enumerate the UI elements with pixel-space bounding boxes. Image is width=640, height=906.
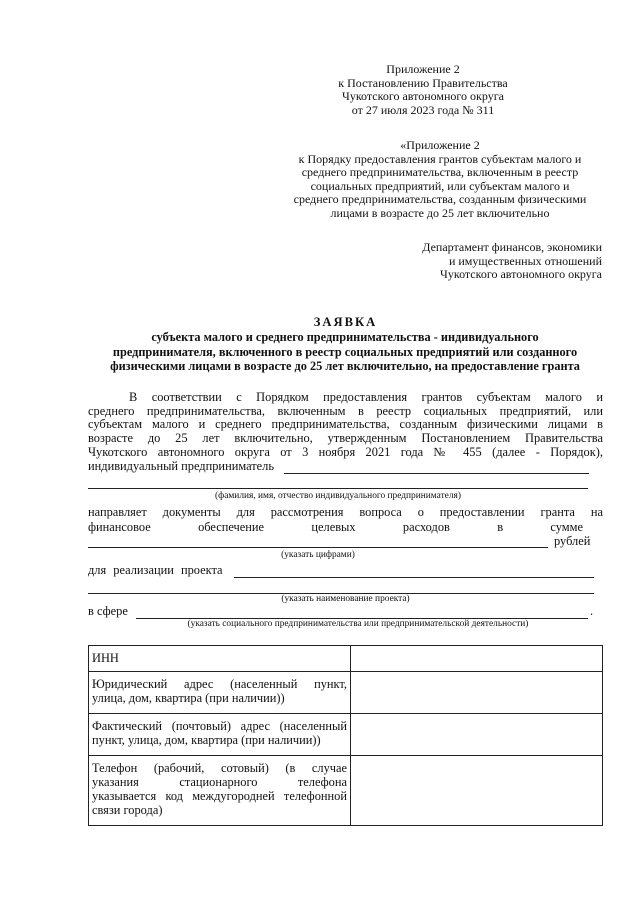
sub-appendix-line: к Порядку предоставления грантов субъектам малого и [298, 151, 582, 166]
label-line: указывается код междугородней телефонной [92, 789, 347, 803]
subtitle-line: субъекта малого и среднего предпринимательства - индивидуального [151, 330, 539, 344]
entrepreneur-name-field[interactable] [284, 473, 589, 474]
label-line: указания стационарного телефона [92, 775, 347, 789]
sphere-hint: (указать социального предпринимательства или предпринимательской деятельности) [187, 619, 529, 629]
word: о [417, 505, 424, 519]
sub-appendix-line: социальных предприятий, или субъектам малого и [310, 178, 570, 193]
appendix-line: Приложение 2 [386, 62, 460, 76]
appendix-line: Чукотского автономного округа [342, 89, 504, 104]
addressee-line: Департамент финансов, экономики [422, 240, 602, 254]
word: вопроса [359, 505, 402, 519]
paragraph-line: субъектам малого и среднего предпринимательства, созданным физическими лицами в [88, 417, 603, 432]
table-label [89, 756, 351, 826]
name-hint: (фамилия, имя, отчество индивидуального предпринимателя) [215, 491, 461, 501]
project-label: для реализации проекта [88, 563, 223, 577]
sends-line [88, 505, 603, 519]
sub-appendix-line: «Приложение 2 [400, 138, 480, 152]
project-hint: (указать наименование проекта) [281, 594, 410, 604]
addressee-line: Чукотского автономного округа [440, 267, 602, 282]
word: обеспечение [198, 520, 265, 534]
word: целевых [311, 520, 356, 534]
word: документы [162, 505, 221, 519]
entrepreneur-label: индивидуальный предприниматель [88, 459, 275, 473]
word: направляет [88, 505, 147, 519]
paragraph-line: Чукотского автономного округа от 3 ноября 2021 года № 455 (далее - Порядок), [88, 444, 603, 459]
appendix-line: от 27 июля 2023 года № 311 [351, 102, 495, 117]
word: в [497, 520, 504, 534]
phone-value-cell[interactable] [351, 756, 603, 826]
label-line: ИНН [92, 651, 119, 665]
entrepreneur-name-field-cont[interactable] [88, 488, 588, 489]
subtitle-line: физическими лицами в возрасте до 25 лет включительно, на предоставление гранта [110, 359, 580, 374]
word: на [590, 505, 603, 519]
table-row-phone [89, 756, 603, 826]
label-line: Телефон (рабочий, сотовый) (в случае [92, 761, 347, 775]
appendix-header [313, 63, 533, 117]
table-row-postal-address [89, 714, 603, 756]
paragraph-line: возрасте до 25 лет включительно, утвержденным Постановлением Правительства [88, 431, 603, 446]
word: расходов [402, 520, 450, 534]
table-row-inn [89, 646, 603, 672]
table-row-legal-address [89, 672, 603, 714]
table-label [89, 646, 351, 672]
word: предоставлении [439, 505, 525, 519]
word: рассмотрения [270, 505, 344, 519]
amount-field[interactable] [88, 547, 548, 548]
sub-appendix-line: среднего предпринимательства, включенным в реестр [301, 165, 579, 180]
body-paragraph [88, 391, 603, 460]
amount-hint: (указать цифрами) [281, 550, 355, 560]
label-line: пункт, улица, дом, квартира (при наличии)) [92, 733, 321, 747]
table-label [89, 672, 351, 714]
label-line: улица, дом, квартира (при наличии)) [92, 691, 285, 705]
label-line: Юридический адрес (населенный пункт, [92, 677, 347, 691]
currency-label: рублей [554, 534, 591, 548]
sphere-end: . [590, 604, 594, 618]
label-line: связи города) [92, 803, 163, 817]
addressee [422, 241, 602, 282]
project-field[interactable] [234, 577, 594, 578]
addressee-line: и имущественных отношений [448, 253, 602, 268]
sub-appendix-line: лицами в возрасте до 25 лет включительно [330, 205, 550, 220]
label-line: Фактический (почтовый) адрес (населенный [92, 719, 347, 733]
postal-address-value-cell[interactable] [351, 714, 603, 756]
document-title: ЗАЯВКА [313, 315, 378, 329]
word: гранта [540, 505, 575, 519]
word: сумме [550, 520, 583, 534]
sub-appendix-header [270, 139, 610, 221]
word: для [236, 505, 255, 519]
document-subtitle [80, 330, 610, 374]
subtitle-line: предпринимателя, включенного в реестр социальных предприятий или созданного [112, 344, 578, 359]
sub-appendix-line: среднего предпринимательства, созданным физическими [293, 192, 587, 207]
paragraph-line: среднего предпринимательства, включенным в реестр социальных предприятий, или [88, 403, 603, 418]
sphere-label: в сфере [88, 604, 128, 618]
legal-address-value-cell[interactable] [351, 672, 603, 714]
paragraph-line: В соответствии с Порядком предоставления грантов субъектам малого и [129, 390, 603, 404]
appendix-line: к Постановлению Правительства [338, 75, 508, 90]
applicant-info-table [88, 645, 603, 826]
word: финансовое [88, 520, 151, 534]
finance-line [88, 520, 583, 534]
inn-value-cell[interactable] [351, 646, 603, 672]
table-label [89, 714, 351, 756]
